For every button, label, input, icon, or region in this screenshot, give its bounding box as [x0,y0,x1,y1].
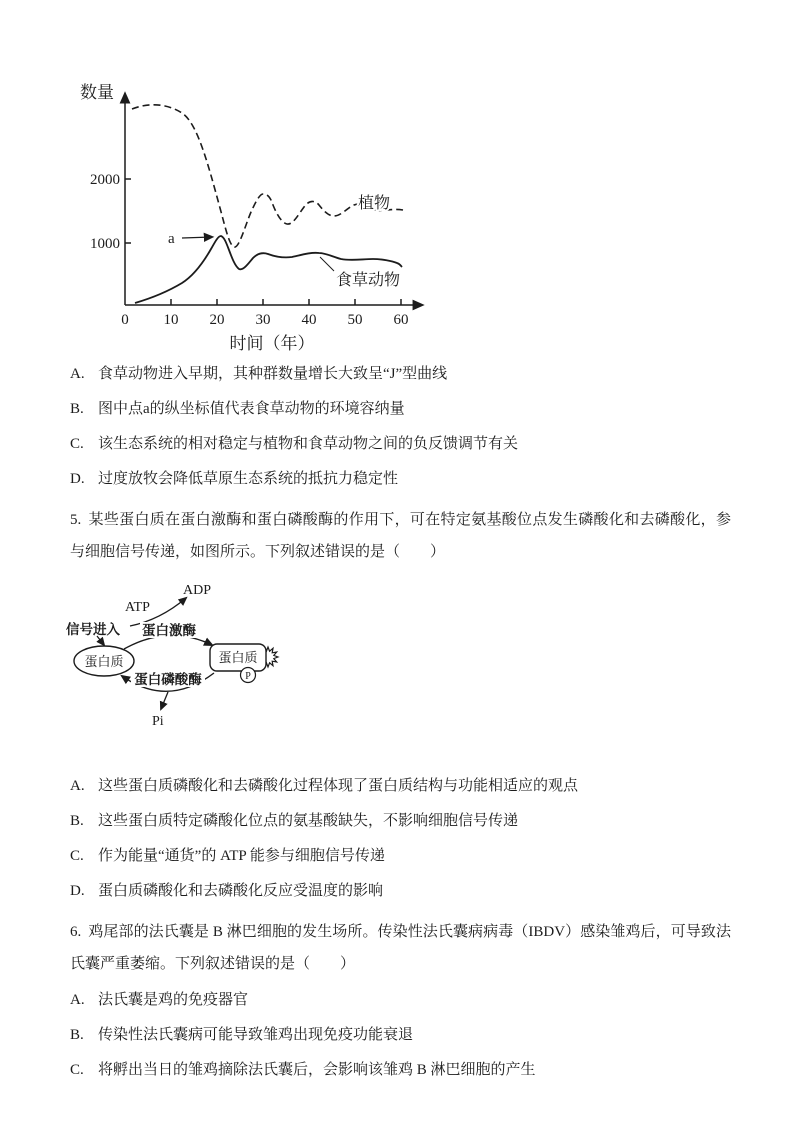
x-tick-40: 40 [301,312,317,328]
y-axis-label: 数量 [80,83,114,102]
atp-label: ATP [125,600,150,615]
signal-arrow [97,636,104,645]
option-label: B. [70,813,84,829]
option-label: D. [70,471,85,487]
q6-options [70,990,731,1080]
q4-option-d [70,469,731,489]
x-tick-10: 10 [163,312,179,328]
option-text: 这些蛋白质特定磷酸化位点的氨基酸缺失，不影响细胞信号传递 [98,813,519,829]
q5-options [70,776,731,901]
protein-oval-label: 蛋白质 [84,654,124,669]
q5-option-a [70,776,731,796]
herbivore-label: 食草动物 [336,272,401,289]
option-text: 将孵出当日的雏鸡摘除法氏囊后，会影响该雏鸡 B 淋巴细胞的产生 [98,1062,536,1078]
option-label: D. [70,883,85,899]
option-text: 图中点a的纵坐标值代表食草动物的环境容纳量 [98,401,405,417]
phosphorylation-cycle-diagram [64,578,314,736]
option-label: B. [70,401,84,417]
option-text: 该生态系统的相对稳定与植物和食草动物之间的负反馈调节有关 [98,436,519,452]
plants-curve [132,105,403,247]
option-text: 过度放牧会降低草原生态系统的抵抗力稳定性 [98,471,399,487]
option-label: A. [70,778,85,794]
kinase-label: 蛋白激酶 [142,623,196,638]
point-a-arrow [182,237,212,238]
point-a-label: a [168,231,175,247]
q4-option-c [70,434,731,454]
option-text: 作为能量“通货”的 ATP 能参与细胞信号传递 [98,848,385,864]
option-text: 蛋白质磷酸化和去磷酸化反应受温度的影响 [98,883,384,899]
y-tick-2000: 2000 [90,172,120,188]
phosphate-badge-label: P [245,671,251,682]
q6-option-b [70,1025,731,1045]
q5-stem-text: 某些蛋白质在蛋白激酶和蛋白磷酸酶的作用下，可在特定氨基酸位点发生磷酸化和去磷酸化，参与细胞信号传递，如图所示。下列叙述错误的是（ ） [70,512,731,560]
option-label: C. [70,848,84,864]
herbivore-label-leader [320,257,334,271]
q5-option-c [70,846,731,866]
q6-option-c [70,1060,731,1080]
protein-box-label: 蛋白质 [218,650,258,665]
y-tick-1000: 1000 [90,236,120,252]
q5-number: 5. [70,512,82,528]
q5-option-d [70,881,731,901]
option-text: 食草动物进入早期，其种群数量增长大致呈“J”型曲线 [98,366,448,382]
option-text: 这些蛋白质磷酸化和去磷酸化过程体现了蛋白质结构与功能相适应的观点 [98,778,579,794]
option-text: 传染性法氏囊病可能导致雏鸡出现免疫功能衰退 [98,1027,414,1043]
option-label: C. [70,1062,84,1078]
q4-option-b [70,399,731,419]
pi-arrow [161,692,168,709]
population-dynamics-chart [70,68,450,358]
q4-option-a [70,364,731,384]
x-tick-0: 0 [121,312,129,328]
q4-options [70,364,731,489]
x-tick-60: 60 [393,312,409,328]
q6-stem-text: 鸡尾部的法氏囊是 B 淋巴细胞的发生场所。传染性法氏囊病病毒（IBDV）感染雏鸡后，可导致法氏囊严重萎缩。下列叙述错误的是（ ） [70,924,731,972]
x-tick-50: 50 [347,312,363,328]
q6-number: 6. [70,924,82,940]
q5-option-b [70,811,731,831]
adp-label: ADP [183,583,212,598]
x-tick-20: 20 [209,312,225,328]
q5-stem [70,504,731,568]
phosphatase-label: 蛋白磷酸酶 [134,672,202,687]
option-label: C. [70,436,84,452]
q6-option-a [70,990,731,1010]
option-label: A. [70,366,85,382]
plants-label: 植物 [358,195,391,212]
option-text: 法氏囊是鸡的免疫器官 [98,992,249,1008]
signal-in-label: 信号进入 [66,622,120,637]
herbivore-curve [135,236,402,303]
x-tick-30: 30 [255,312,271,328]
option-label: A. [70,992,85,1008]
option-label: B. [70,1027,84,1043]
pi-label: Pi [152,714,164,729]
q6-stem [70,916,731,980]
x-axis-label: 时间（年） [229,334,315,353]
